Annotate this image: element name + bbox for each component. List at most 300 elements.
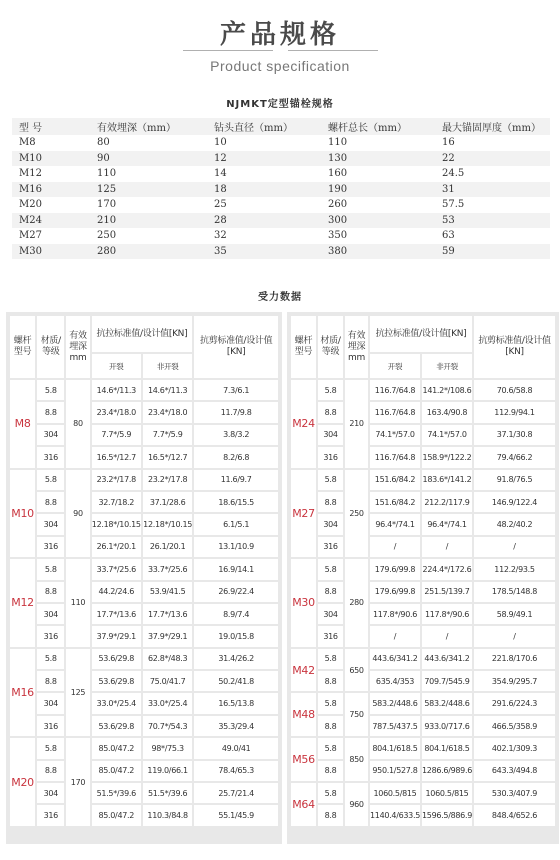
force-row (10, 783, 278, 803)
force-row (10, 470, 278, 490)
tension-cracked-cell: 151.6/84.2 (370, 470, 420, 490)
force-row (291, 402, 555, 422)
tension-cracked-cell: 116.7/64.8 (370, 447, 420, 467)
material-cell: 8.8 (37, 761, 64, 781)
header-depth: 有效埋深mm (345, 316, 368, 378)
shear-cell: 3.8/3.2 (194, 425, 278, 445)
shear-cell: 466.5/358.9 (474, 716, 555, 736)
spec-cell: 57.5 (435, 197, 550, 213)
tension-cracked-cell: / (370, 537, 420, 557)
model-label: M30 (291, 559, 316, 647)
spec-cell: 59 (435, 244, 550, 260)
spec-col-length: 螺杆总长（mm） (321, 118, 435, 135)
tension-cracked-cell: 23.2*/17.8 (92, 470, 141, 490)
tension-cracked-cell: 53.6/29.8 (92, 671, 141, 691)
depth-cell: 280 (345, 559, 368, 647)
spec-cell: 31 (435, 182, 550, 198)
depth-cell: 750 (345, 693, 368, 736)
shear-cell: 91.8/76.5 (474, 470, 555, 490)
tension-cracked-cell: 117.8*/90.6 (370, 604, 420, 624)
model-label: M24 (291, 380, 316, 468)
material-cell: 8.8 (318, 402, 343, 422)
tension-uncracked-cell: 183.6*/141.2 (422, 470, 472, 490)
spec-cell: 12 (207, 151, 321, 167)
model-label: M12 (10, 559, 35, 647)
spec-cell: 10 (207, 135, 321, 151)
material-cell: 8.8 (37, 402, 64, 422)
page-subtitle: Product specification (210, 58, 350, 74)
tension-uncracked-cell: 583.2/448.6 (422, 693, 472, 713)
spec-cell: 380 (321, 244, 435, 260)
spec-row (12, 135, 550, 151)
force-header-row (10, 316, 278, 352)
shear-cell: 55.1/45.9 (194, 805, 278, 825)
shear-cell: / (474, 626, 555, 646)
shear-cell: 58.9/49.1 (474, 604, 555, 624)
material-cell: 5.8 (37, 738, 64, 758)
spec-cell: 35 (207, 244, 321, 260)
spec-col-thickness: 最大锚固厚度（mm） (435, 118, 550, 135)
force-row (10, 671, 278, 691)
spec-row (12, 244, 550, 260)
model-label: M27 (291, 470, 316, 558)
spec-cell: 110 (90, 166, 207, 182)
spec-cell: M24 (12, 213, 90, 229)
tension-uncracked-cell: 33.0*/25.4 (143, 693, 192, 713)
shear-cell: 11.6/9.7 (194, 470, 278, 490)
material-cell: 5.8 (318, 559, 343, 579)
model-label: M16 (10, 649, 35, 737)
tension-uncracked-cell: 141.2*/108.6 (422, 380, 472, 400)
tension-uncracked-cell: 117.8*/90.6 (422, 604, 472, 624)
shear-cell: 18.6/15.5 (194, 492, 278, 512)
tension-uncracked-cell: 14.6*/11.3 (143, 380, 192, 400)
force-row (291, 582, 555, 602)
spec-header-row (12, 118, 550, 135)
tension-cracked-cell: 179.6/99.8 (370, 582, 420, 602)
material-cell: 304 (318, 514, 343, 534)
force-row (291, 380, 555, 400)
depth-cell: 80 (66, 380, 89, 468)
depth-cell: 170 (66, 738, 89, 826)
force-row (10, 425, 278, 445)
page-title: 产品规格 (219, 20, 340, 50)
spec-cell: 18 (207, 182, 321, 198)
model-label: M64 (291, 783, 316, 826)
tension-uncracked-cell: 62.8*/48.3 (143, 649, 192, 669)
tension-uncracked-cell: 37.1/28.6 (143, 492, 192, 512)
spec-cell: 53 (435, 213, 550, 229)
spec-cell: 16 (435, 135, 550, 151)
header-tension: 抗拉标准值/设计值[KN] (370, 316, 472, 352)
spec-col-depth: 有效埋深（mm） (90, 118, 207, 135)
depth-cell: 250 (345, 470, 368, 558)
force-row (10, 447, 278, 467)
material-cell: 5.8 (318, 693, 343, 713)
tension-uncracked-cell: 251.5/139.7 (422, 582, 472, 602)
depth-cell: 850 (345, 738, 368, 781)
spec-row (12, 166, 550, 182)
spec-cell: 300 (321, 213, 435, 229)
spec-table-title: NJMKT定型锚栓规格 (226, 99, 334, 110)
header-cracked: 开裂 (92, 354, 141, 378)
material-cell: 8.8 (318, 716, 343, 736)
spec-cell: 260 (321, 197, 435, 213)
model-label: M56 (291, 738, 316, 781)
spec-cell: 250 (90, 228, 207, 244)
spec-cell: 170 (90, 197, 207, 213)
tension-cracked-cell: 14.6*/11.3 (92, 380, 141, 400)
model-label: M10 (10, 470, 35, 558)
force-header-row (291, 316, 555, 352)
material-cell: 304 (37, 425, 64, 445)
header-model: 螺杆型号 (291, 316, 316, 378)
shear-cell: 221.8/170.6 (474, 649, 555, 669)
tension-cracked-cell: 33.7*/25.6 (92, 559, 141, 579)
shear-cell: 11.7/9.8 (194, 402, 278, 422)
force-row (291, 671, 555, 691)
header-uncracked: 非开裂 (422, 354, 472, 378)
material-cell: 316 (37, 716, 64, 736)
force-table-title: 受力数据 (258, 292, 302, 303)
force-row (10, 761, 278, 781)
shear-cell: 8.9/7.4 (194, 604, 278, 624)
force-row (10, 738, 278, 758)
model-label: M8 (10, 380, 35, 468)
tension-cracked-cell: 804.1/618.5 (370, 738, 420, 758)
material-cell: 8.8 (318, 582, 343, 602)
header-shear: 抗剪标准值/设计值[KN] (474, 316, 555, 378)
force-row (10, 716, 278, 736)
tension-uncracked-cell: 110.3/84.8 (143, 805, 192, 825)
shear-cell: 146.9/122.4 (474, 492, 555, 512)
spec-cell: 80 (90, 135, 207, 151)
tension-uncracked-cell: 1286.6/989.6 (422, 761, 472, 781)
tension-cracked-cell: 7.7*/5.9 (92, 425, 141, 445)
force-row (291, 761, 555, 781)
tension-cracked-cell: 635.4/353 (370, 671, 420, 691)
tension-cracked-cell: 85.0/47.2 (92, 761, 141, 781)
model-label: M20 (10, 738, 35, 826)
force-row (10, 582, 278, 602)
material-cell: 5.8 (318, 649, 343, 669)
tension-cracked-cell: 23.4*/18.0 (92, 402, 141, 422)
force-panel-right (287, 312, 559, 844)
shear-cell: 70.6/58.8 (474, 380, 555, 400)
header-material: 材质/等级 (318, 316, 343, 378)
force-row (10, 380, 278, 400)
force-row (291, 626, 555, 646)
force-row (291, 738, 555, 758)
force-row (291, 447, 555, 467)
shear-cell: 112.2/93.5 (474, 559, 555, 579)
tension-uncracked-cell: 933.0/717.6 (422, 716, 472, 736)
depth-cell: 110 (66, 559, 89, 647)
spec-cell: 24.5 (435, 166, 550, 182)
shear-cell: 291.6/224.3 (474, 693, 555, 713)
tension-uncracked-cell: 53.9/41.5 (143, 582, 192, 602)
spec-cell: 25 (207, 197, 321, 213)
material-cell: 8.8 (318, 761, 343, 781)
tension-cracked-cell: 16.5*/12.7 (92, 447, 141, 467)
material-cell: 316 (318, 447, 343, 467)
material-cell: 5.8 (37, 380, 64, 400)
tension-uncracked-cell: 51.5*/39.6 (143, 783, 192, 803)
tension-uncracked-cell: 212.2/117.9 (422, 492, 472, 512)
tension-cracked-cell: 443.6/341.2 (370, 649, 420, 669)
shear-cell: 7.3/6.1 (194, 380, 278, 400)
tension-uncracked-cell: 1596.5/886.9 (422, 805, 472, 825)
tension-cracked-cell: 151.6/84.2 (370, 492, 420, 512)
spec-cell: M20 (12, 197, 90, 213)
tension-uncracked-cell: 17.7*/13.6 (143, 604, 192, 624)
shear-cell: 530.3/407.9 (474, 783, 555, 803)
force-row (291, 805, 555, 825)
force-row (291, 425, 555, 445)
header-depth: 有效埋深mm (66, 316, 89, 378)
material-cell: 304 (37, 604, 64, 624)
material-cell: 5.8 (37, 559, 64, 579)
spec-cell: 14 (207, 166, 321, 182)
material-cell: 304 (37, 514, 64, 534)
tension-uncracked-cell: 70.7*/54.3 (143, 716, 192, 736)
tension-cracked-cell: 32.7/18.2 (92, 492, 141, 512)
force-row (291, 470, 555, 490)
material-cell: 316 (37, 626, 64, 646)
shear-cell: 848.4/652.6 (474, 805, 555, 825)
material-cell: 304 (37, 693, 64, 713)
tension-cracked-cell: 116.7/64.8 (370, 402, 420, 422)
material-cell: 316 (318, 626, 343, 646)
force-row (10, 537, 278, 557)
spec-row (12, 213, 550, 229)
tension-uncracked-cell: 709.7/545.9 (422, 671, 472, 691)
material-cell: 5.8 (318, 783, 343, 803)
tension-cracked-cell: 44.2/24.6 (92, 582, 141, 602)
spec-cell: 280 (90, 244, 207, 260)
tension-uncracked-cell: 98*/75.3 (143, 738, 192, 758)
tension-uncracked-cell: 12.18*/10.15 (143, 514, 192, 534)
shear-cell: 354.9/295.7 (474, 671, 555, 691)
spec-cell: 125 (90, 182, 207, 198)
shear-cell: 13.1/10.9 (194, 537, 278, 557)
tension-uncracked-cell: 75.0/41.7 (143, 671, 192, 691)
spec-cell: 22 (435, 151, 550, 167)
tension-uncracked-cell: 1060.5/815 (422, 783, 472, 803)
tension-uncracked-cell: 158.9*/122.2 (422, 447, 472, 467)
spec-col-model: 型 号 (12, 118, 90, 135)
shear-cell: 26.9/22.4 (194, 582, 278, 602)
spec-cell: 28 (207, 213, 321, 229)
tension-uncracked-cell: 37.9*/29.1 (143, 626, 192, 646)
force-row (291, 559, 555, 579)
shear-cell: 48.2/40.2 (474, 514, 555, 534)
tension-cracked-cell: 53.6/29.8 (92, 649, 141, 669)
tension-uncracked-cell: 33.7*/25.6 (143, 559, 192, 579)
tension-uncracked-cell: / (422, 626, 472, 646)
header-shear: 抗剪标准值/设计值[KN] (194, 316, 278, 378)
tension-uncracked-cell: 96.4*/74.1 (422, 514, 472, 534)
material-cell: 8.8 (37, 671, 64, 691)
tension-uncracked-cell: 23.2*/17.8 (143, 470, 192, 490)
force-row (291, 492, 555, 512)
force-row (291, 716, 555, 736)
tension-cracked-cell: 1140.4/633.5 (370, 805, 420, 825)
force-row (10, 604, 278, 624)
tension-cracked-cell: 51.5*/39.6 (92, 783, 141, 803)
tension-cracked-cell: 787.5/437.5 (370, 716, 420, 736)
tension-uncracked-cell: 804.1/618.5 (422, 738, 472, 758)
shear-cell: 402.1/309.3 (474, 738, 555, 758)
tension-cracked-cell: 26.1*/20.1 (92, 537, 141, 557)
tension-cracked-cell: 85.0/47.2 (92, 805, 141, 825)
material-cell: 8.8 (318, 805, 343, 825)
tension-uncracked-cell: 224.4*/172.6 (422, 559, 472, 579)
header-model: 螺杆型号 (10, 316, 35, 378)
spec-table (12, 118, 550, 259)
shear-cell: 178.5/148.8 (474, 582, 555, 602)
tension-cracked-cell: 179.6/99.8 (370, 559, 420, 579)
depth-cell: 125 (66, 649, 89, 737)
tension-uncracked-cell: 16.5*/12.7 (143, 447, 192, 467)
force-row (10, 492, 278, 512)
material-cell: 304 (318, 425, 343, 445)
tension-cracked-cell: 1060.5/815 (370, 783, 420, 803)
force-row (10, 693, 278, 713)
tension-cracked-cell: 116.7/64.8 (370, 380, 420, 400)
force-table-right (289, 314, 557, 828)
spec-cell: 130 (321, 151, 435, 167)
tension-uncracked-cell: 7.7*/5.9 (143, 425, 192, 445)
tension-cracked-cell: 12.18*/10.15 (92, 514, 141, 534)
shear-cell: 37.1/30.8 (474, 425, 555, 445)
material-cell: 5.8 (318, 380, 343, 400)
tension-cracked-cell: 53.6/29.8 (92, 716, 141, 736)
tension-cracked-cell: 96.4*/74.1 (370, 514, 420, 534)
shear-cell: 78.4/65.3 (194, 761, 278, 781)
material-cell: 5.8 (318, 738, 343, 758)
depth-cell: 90 (66, 470, 89, 558)
force-row (10, 805, 278, 825)
tension-cracked-cell: / (370, 626, 420, 646)
force-row (291, 514, 555, 534)
material-cell: 316 (37, 805, 64, 825)
tension-uncracked-cell: / (422, 537, 472, 557)
material-cell: 5.8 (37, 470, 64, 490)
tension-uncracked-cell: 23.4*/18.0 (143, 402, 192, 422)
shear-cell: / (474, 537, 555, 557)
spec-cell: M30 (12, 244, 90, 260)
spec-cell: 32 (207, 228, 321, 244)
spec-cell: 63 (435, 228, 550, 244)
header-cracked: 开裂 (370, 354, 420, 378)
spec-cell: M27 (12, 228, 90, 244)
spec-row (12, 197, 550, 213)
material-cell: 8.8 (318, 492, 343, 512)
depth-cell: 210 (345, 380, 368, 468)
spec-row (12, 151, 550, 167)
shear-cell: 16.9/14.1 (194, 559, 278, 579)
shear-cell: 8.2/6.8 (194, 447, 278, 467)
shear-cell: 25.7/21.4 (194, 783, 278, 803)
tension-cracked-cell: 85.0/47.2 (92, 738, 141, 758)
shear-cell: 49.0/41 (194, 738, 278, 758)
tension-uncracked-cell: 74.1*/57.0 (422, 425, 472, 445)
spec-row (12, 182, 550, 198)
tension-cracked-cell: 37.9*/29.1 (92, 626, 141, 646)
force-row (10, 626, 278, 646)
force-row (291, 604, 555, 624)
spec-cell: M16 (12, 182, 90, 198)
material-cell: 316 (37, 537, 64, 557)
force-row (10, 402, 278, 422)
tension-cracked-cell: 583.2/448.6 (370, 693, 420, 713)
shear-cell: 643.3/494.8 (474, 761, 555, 781)
header-uncracked: 非开裂 (143, 354, 192, 378)
header-tension: 抗拉标准值/设计值[KN] (92, 316, 193, 352)
material-cell: 5.8 (37, 649, 64, 669)
spec-row (12, 228, 550, 244)
spec-cell: M10 (12, 151, 90, 167)
depth-cell: 960 (345, 783, 368, 826)
force-row (291, 693, 555, 713)
spec-cell: M12 (12, 166, 90, 182)
shear-cell: 16.5/13.8 (194, 693, 278, 713)
tension-cracked-cell: 33.0*/25.4 (92, 693, 141, 713)
spec-cell: 110 (321, 135, 435, 151)
force-panel-left (6, 312, 282, 844)
material-cell: 8.8 (318, 671, 343, 691)
tension-cracked-cell: 74.1*/57.0 (370, 425, 420, 445)
material-cell: 304 (37, 783, 64, 803)
force-row (10, 559, 278, 579)
tension-uncracked-cell: 163.4/90.8 (422, 402, 472, 422)
force-row (291, 649, 555, 669)
header-material: 材质/等级 (37, 316, 64, 378)
material-cell: 8.8 (37, 582, 64, 602)
material-cell: 304 (318, 604, 343, 624)
shear-cell: 6.1/5.1 (194, 514, 278, 534)
material-cell: 8.8 (37, 492, 64, 512)
spec-cell: 90 (90, 151, 207, 167)
spec-cell: 210 (90, 213, 207, 229)
force-row (291, 537, 555, 557)
material-cell: 316 (37, 447, 64, 467)
force-row (291, 783, 555, 803)
tension-uncracked-cell: 443.6/341.2 (422, 649, 472, 669)
spec-cell: 190 (321, 182, 435, 198)
depth-cell: 650 (345, 649, 368, 692)
shear-cell: 112.9/94.1 (474, 402, 555, 422)
force-table-left (8, 314, 280, 828)
spec-cell: 350 (321, 228, 435, 244)
force-row (10, 514, 278, 534)
shear-cell: 50.2/41.8 (194, 671, 278, 691)
tension-cracked-cell: 17.7*/13.6 (92, 604, 141, 624)
model-label: M48 (291, 693, 316, 736)
model-label: M42 (291, 649, 316, 692)
material-cell: 5.8 (318, 470, 343, 490)
title-divider-right (288, 50, 378, 51)
tension-uncracked-cell: 26.1/20.1 (143, 537, 192, 557)
tension-uncracked-cell: 119.0/66.1 (143, 761, 192, 781)
force-row (10, 649, 278, 669)
tension-cracked-cell: 950.1/527.8 (370, 761, 420, 781)
shear-cell: 79.4/66.2 (474, 447, 555, 467)
spec-cell: M8 (12, 135, 90, 151)
shear-cell: 35.3/29.4 (194, 716, 278, 736)
material-cell: 316 (318, 537, 343, 557)
